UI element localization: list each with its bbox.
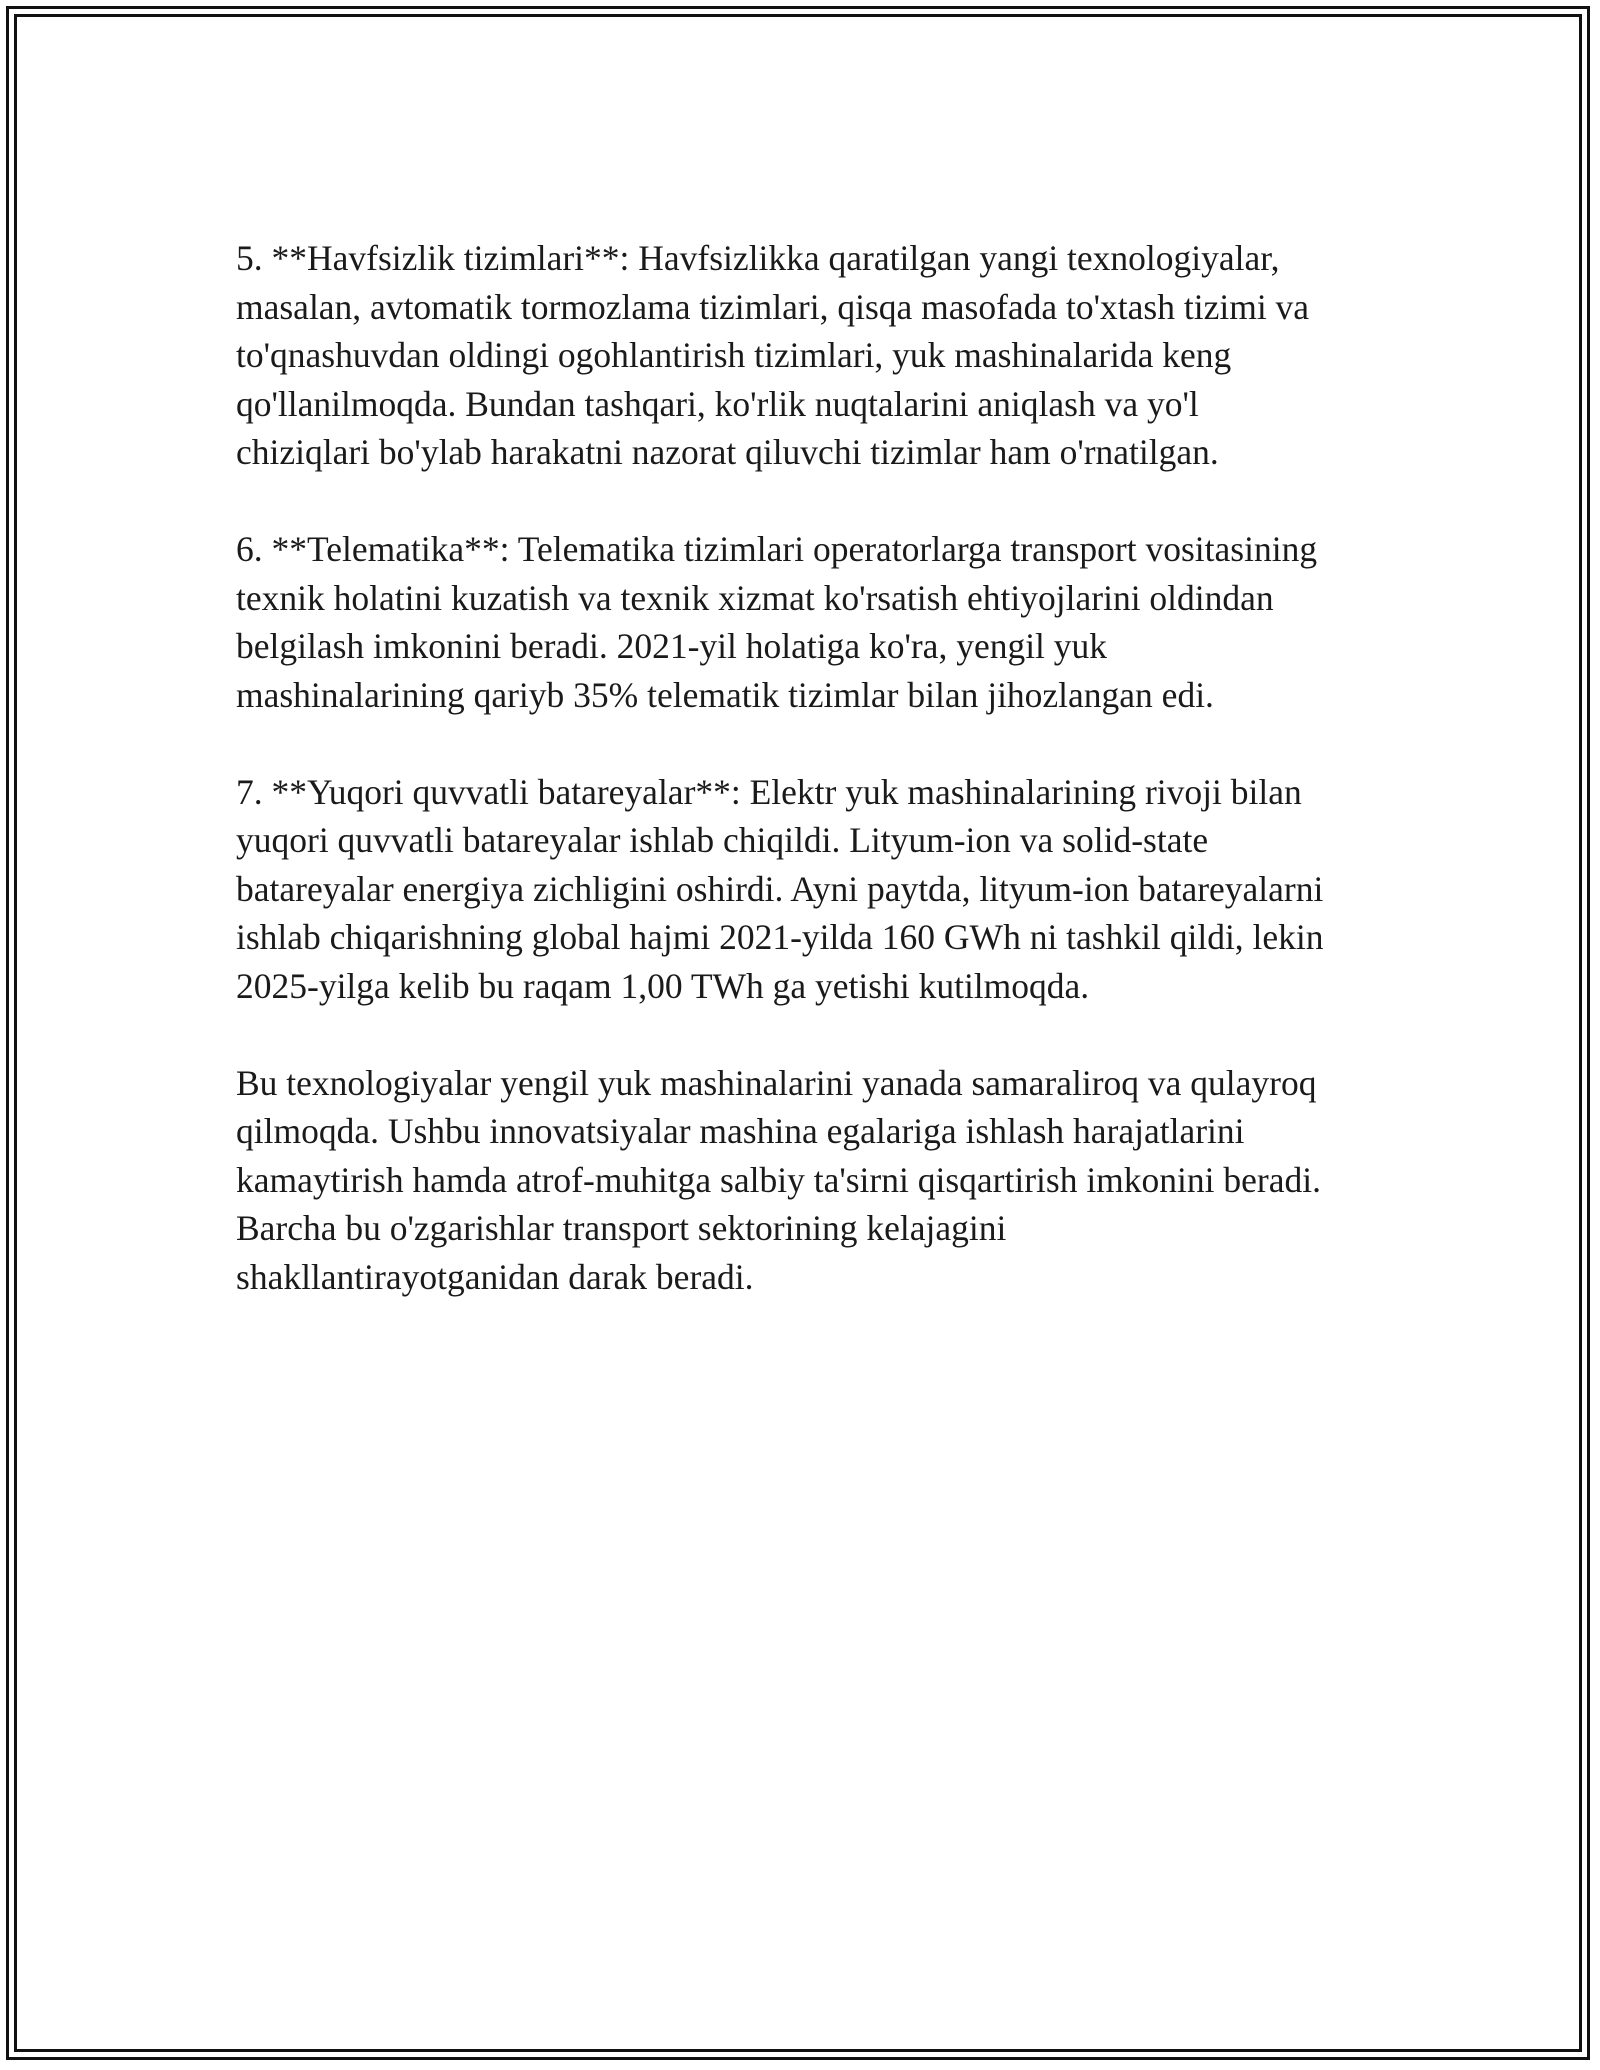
paragraph-high-capacity-batteries: 7. **Yuqori quvvatli batareyalar**: Elektr yuk mashinalarining rivoji bilan yuqori quvvatli batareyalar ishlab chiqildi. Lityum-ion va solid-state batareyalar energiya zichligini oshirdi. Ayni paytda, lityum-ion batareyalarni ishlab chiqarishning global hajmi 2021-yilda 160 GWh ni tashkil qildi, lekin 2025-yilga kelib bu raqam 1,00 TWh ga yetishi kutilmoqda. [236, 771, 1324, 1006]
paragraph-conclusion: Bu texnologiyalar yengil yuk mashinalarini yanada samaraliroq va qulayroq qilmoqda. Ushbu innovatsiyalar mashina egalariga ishlash harajatlarini kamaytirish hamda atrof-muhitga salbiy ta'sirni qisqartirish imkonini beradi. Barcha bu o'zgarishlar transport sektorining kelajagini shakllantirayotganidan darak beradi. [236, 1062, 1321, 1297]
document-body [236, 234, 1376, 1301]
paragraph-safety-systems: 5. **Havfsizlik tizimlari**: Havfsizlikka qaratilgan yangi texnologiyalar, masalan, avtomatik tormozlama tizimlari, qisqa masofada to'xtash tizimi va to'qnashuvdan oldingi ogohlantirish tizimlari, yuk mashinalarida keng qo'llanilmoqda. Bundan tashqari, ko'rlik nuqtalarini aniqlash va yo'l chiziqlari bo'ylab harakatni nazorat qiluvchi tizimlar ham o'rnatilgan. [236, 238, 1310, 472]
paragraph-telematics: 6. **Telematika**: Telematika tizimlari operatorlarga transport vositasining texnik holatini kuzatish va texnik xizmat ko'rsatish ehtiyojlarini oldindan belgilash imkonini beradi. 2021-yil holatiga ko'ra, yengil yuk mashinalarining qariyb 35% telematik tizimlar bilan jihozlangan edi. [236, 529, 1318, 715]
